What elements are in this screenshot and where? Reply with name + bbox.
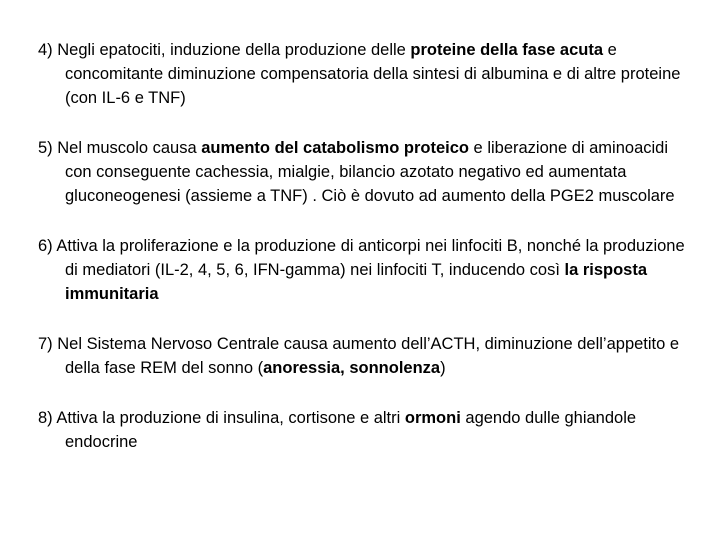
point-7 xyxy=(38,332,688,380)
point-text: e liberazione di aminoacidi con conseguente cachessia, mialgie, bilancio azotato negativo ed aumentata gluconeogenesi (assieme a TNF) . Ciò è dovuto ad aumento della PGE2 muscolare xyxy=(65,139,675,205)
point-emphasis: aumento del catabolismo proteico xyxy=(201,139,469,157)
point-number: 4) xyxy=(38,41,53,59)
point-text: Nel muscolo causa xyxy=(57,139,202,157)
point-number: 5) xyxy=(38,139,53,157)
point-5 xyxy=(38,136,688,208)
point-emphasis: la risposta immunitaria xyxy=(65,261,648,303)
point-emphasis: ormoni xyxy=(404,409,461,427)
point-4 xyxy=(38,38,688,110)
point-8 xyxy=(38,406,688,454)
point-text: e concomitante diminuzione compensatoria della sintesi di albumina e di altre proteine (con IL-6 e TNF) xyxy=(65,41,681,107)
point-text: ) xyxy=(440,359,446,377)
point-text: Negli epatociti, induzione della produzione delle xyxy=(57,41,411,59)
point-emphasis: proteine della fase acuta xyxy=(410,41,603,59)
point-text: agendo dulle ghiandole endocrine xyxy=(65,409,637,451)
point-number: 8) xyxy=(38,409,53,427)
point-text: Attiva la proliferazione e la produzione di anticorpi nei linfociti B, nonché la produzione di mediatori (IL-2, 4, 5, 6, IFN-gamma) nei linfociti T, inducendo così xyxy=(56,237,685,279)
point-6 xyxy=(38,234,688,306)
point-text: Nel Sistema Nervoso Centrale causa aumento dell’ACTH, diminuzione dell’appetito e della fase REM del sonno ( xyxy=(57,335,680,377)
point-text: Attiva la produzione di insulina, cortisone e altri xyxy=(56,409,405,427)
point-number: 6) xyxy=(38,237,53,255)
point-emphasis: anoressia, sonnolenza xyxy=(263,359,441,377)
point-list xyxy=(38,38,688,480)
point-number: 7) xyxy=(38,335,53,353)
